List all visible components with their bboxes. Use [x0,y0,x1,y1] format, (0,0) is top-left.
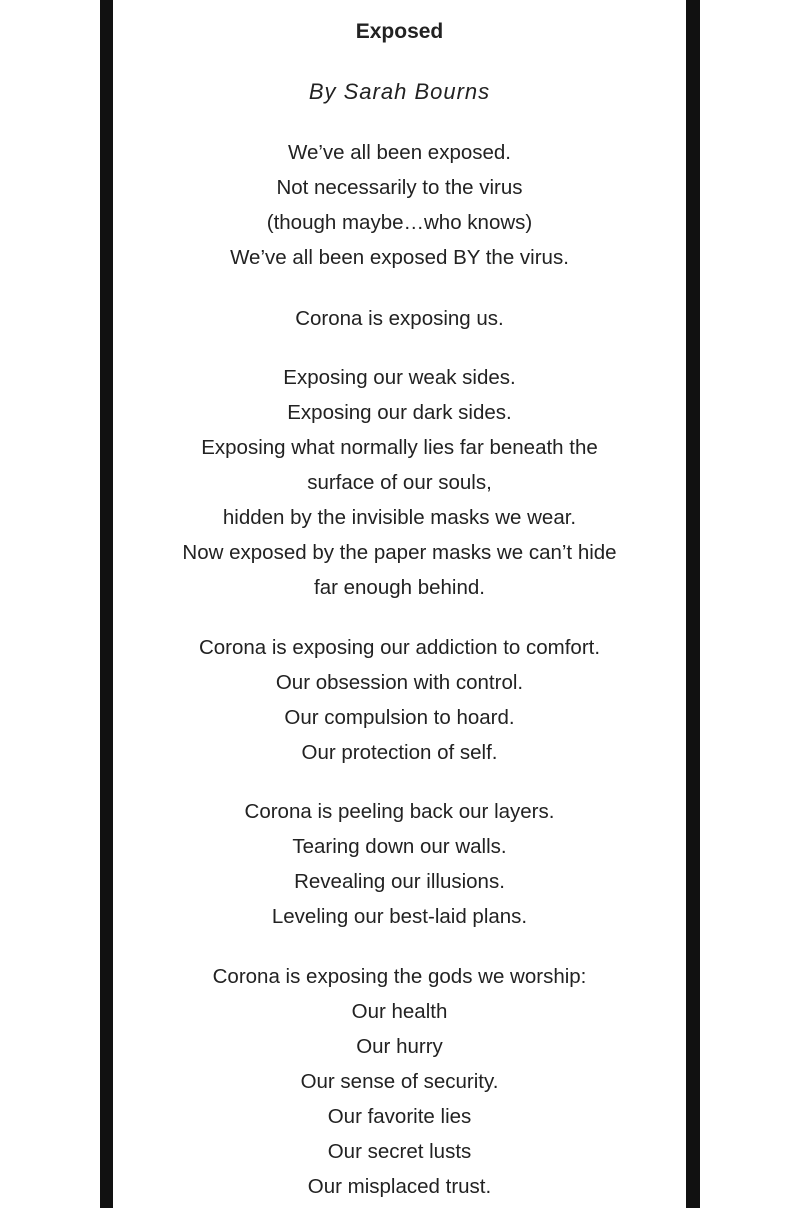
poem-line: Our protection of self. [301,741,498,764]
poem-line: Our misplaced trust. [307,1175,492,1198]
poem-line: Corona is peeling back our layers. [244,800,555,823]
poem-line: Corona is exposing our addiction to comfort. [198,636,601,659]
poem-page [113,0,686,1208]
poem-line: Our health [351,1000,448,1023]
poem-line: Exposing what normally lies far beneath the [201,436,598,459]
poem-line: Corona is exposing us. [295,307,504,330]
poem-line: Corona is exposing the gods we worship: [212,965,587,988]
poem-line: Revealing our illusions. [294,870,505,893]
poem-line: Our compulsion to hoard. [284,706,515,729]
poem-line: We’ve all been exposed. [288,141,511,164]
poem-line: Our obsession with control. [275,671,524,694]
poem-line: Not necessarily to the virus [276,176,523,199]
poem-line: Exposing our dark sides. [287,401,512,424]
poem-line: Our sense of security. [300,1070,499,1093]
poem-line: We’ve all been exposed BY the virus. [230,246,569,269]
poem-line: Exposing our weak sides. [283,366,516,389]
poem-line: Our secret lusts [327,1140,472,1163]
poem-line: Our favorite lies [327,1105,472,1128]
poem-line: (though maybe…who knows) [266,211,533,234]
poem-line: far enough behind. [314,576,485,599]
poem-line: surface of our souls, [307,471,492,494]
poem-line: Our hurry [356,1035,443,1058]
poem-line: Leveling our best-laid plans. [271,905,528,928]
poem-line: Tearing down our walls. [292,835,507,858]
poem-line: hidden by the invisible masks we wear. [222,506,577,529]
poem-title: Exposed [355,20,444,43]
poem-author: By Sarah Bourns [308,79,491,104]
poem-line: Now exposed by the paper masks we can’t hide [182,541,617,564]
